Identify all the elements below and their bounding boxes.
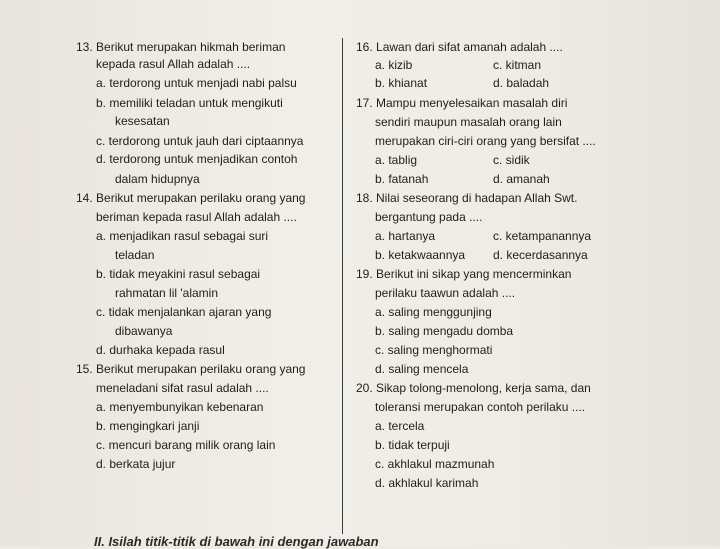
left-column-line: meneladani sifat rasul adalah ....	[96, 381, 269, 395]
left-column-line: dibawanya	[115, 324, 173, 338]
left-column-line: a. menyembunyikan kebenaran	[96, 400, 264, 414]
left-column-line: beriman kepada rasul Allah adalah ....	[96, 210, 297, 224]
left-column-line: a. terdorong untuk menjadi nabi palsu	[96, 76, 297, 90]
right-column-line: sendiri maupun masalah orang lain	[375, 115, 562, 129]
right-column-line: b. fatanah	[375, 172, 429, 186]
left-column-line: d. berkata jujur	[96, 457, 176, 471]
left-column-line: c. mencuri barang milik orang lain	[96, 438, 276, 452]
right-column-line: d. baladah	[493, 76, 550, 90]
left-column-line: 15. Berikut merupakan perilaku orang yang	[76, 362, 306, 376]
left-column-line: d. terdorong untuk menjadikan contoh	[96, 152, 298, 166]
right-column-line: c. sidik	[493, 153, 530, 167]
right-column-line: c. saling menghormati	[375, 343, 493, 357]
right-column-line: a. tablig	[375, 153, 418, 167]
right-column-line: d. akhlakul karimah	[375, 476, 479, 490]
right-column-line: merupakan ciri-ciri orang yang bersifat ....	[375, 134, 596, 148]
right-column-line: d. amanah	[493, 172, 550, 186]
left-column-line: b. mengingkari janji	[96, 419, 200, 433]
left-column-line: 13. Berikut merupakan hikmah beriman	[76, 40, 286, 54]
right-column-line: a. tercela	[375, 419, 425, 433]
column-divider	[342, 38, 343, 534]
left-column-line: kesesatan	[115, 114, 170, 128]
right-column-line: c. ketampanannya	[493, 229, 592, 243]
right-column-line: bergantung pada ....	[375, 210, 483, 224]
right-column-line: 18. Nilai seseorang di hadapan Allah Swt.	[356, 191, 578, 205]
right-column-line: b. saling mengadu domba	[375, 324, 514, 338]
right-column-line: a. saling menggunjing	[375, 305, 492, 319]
right-column-line: 19. Berikut ini sikap yang mencerminkan	[356, 267, 572, 281]
right-column-line: c. kitman	[493, 58, 542, 72]
right-column-line: d. kecerdasannya	[493, 248, 588, 262]
right-column-line: b. khianat	[375, 76, 428, 90]
left-column-line: teladan	[115, 248, 155, 262]
left-column-line: d. durhaka kepada rasul	[96, 343, 225, 357]
right-column-line: toleransi merupakan contoh perilaku ....	[375, 400, 586, 414]
right-column-line: 20. Sikap tolong-menolong, kerja sama, dan	[356, 381, 591, 395]
right-column-line: 16. Lawan dari sifat amanah adalah ....	[356, 40, 563, 54]
left-column-line: b. tidak meyakini rasul sebagai	[96, 267, 261, 281]
right-column-line: a. kizib	[375, 58, 413, 72]
right-column-line: perilaku taawun adalah ....	[375, 286, 516, 300]
right-column-line: c. akhlakul mazmunah	[375, 457, 495, 471]
section-heading: II. Isilah titik-titik di bawah ini dengan jawaban	[94, 534, 379, 549]
left-column-line: c. terdorong untuk jauh dari ciptaannya	[96, 134, 304, 148]
left-column-line: dalam hidupnya	[115, 172, 200, 186]
left-column-line: c. tidak menjalankan ajaran yang	[96, 305, 272, 319]
right-column-line: b. ketakwaannya	[375, 248, 466, 262]
right-column-line: 17. Mampu menyelesaikan masalah diri	[356, 96, 568, 110]
right-column-line: d. saling mencela	[375, 362, 469, 376]
left-column-line: rahmatan lil 'alamin	[115, 286, 219, 300]
left-column-line: a. menjadikan rasul sebagai suri	[96, 229, 269, 243]
right-column-line: a. hartanya	[375, 229, 436, 243]
left-column-line: b. memiliki teladan untuk mengikuti	[96, 96, 283, 110]
left-column-line: kepada rasul Allah adalah ....	[96, 57, 251, 71]
right-column-line: b. tidak terpuji	[375, 438, 450, 452]
left-column-line: 14. Berikut merupakan perilaku orang yang	[76, 191, 306, 205]
